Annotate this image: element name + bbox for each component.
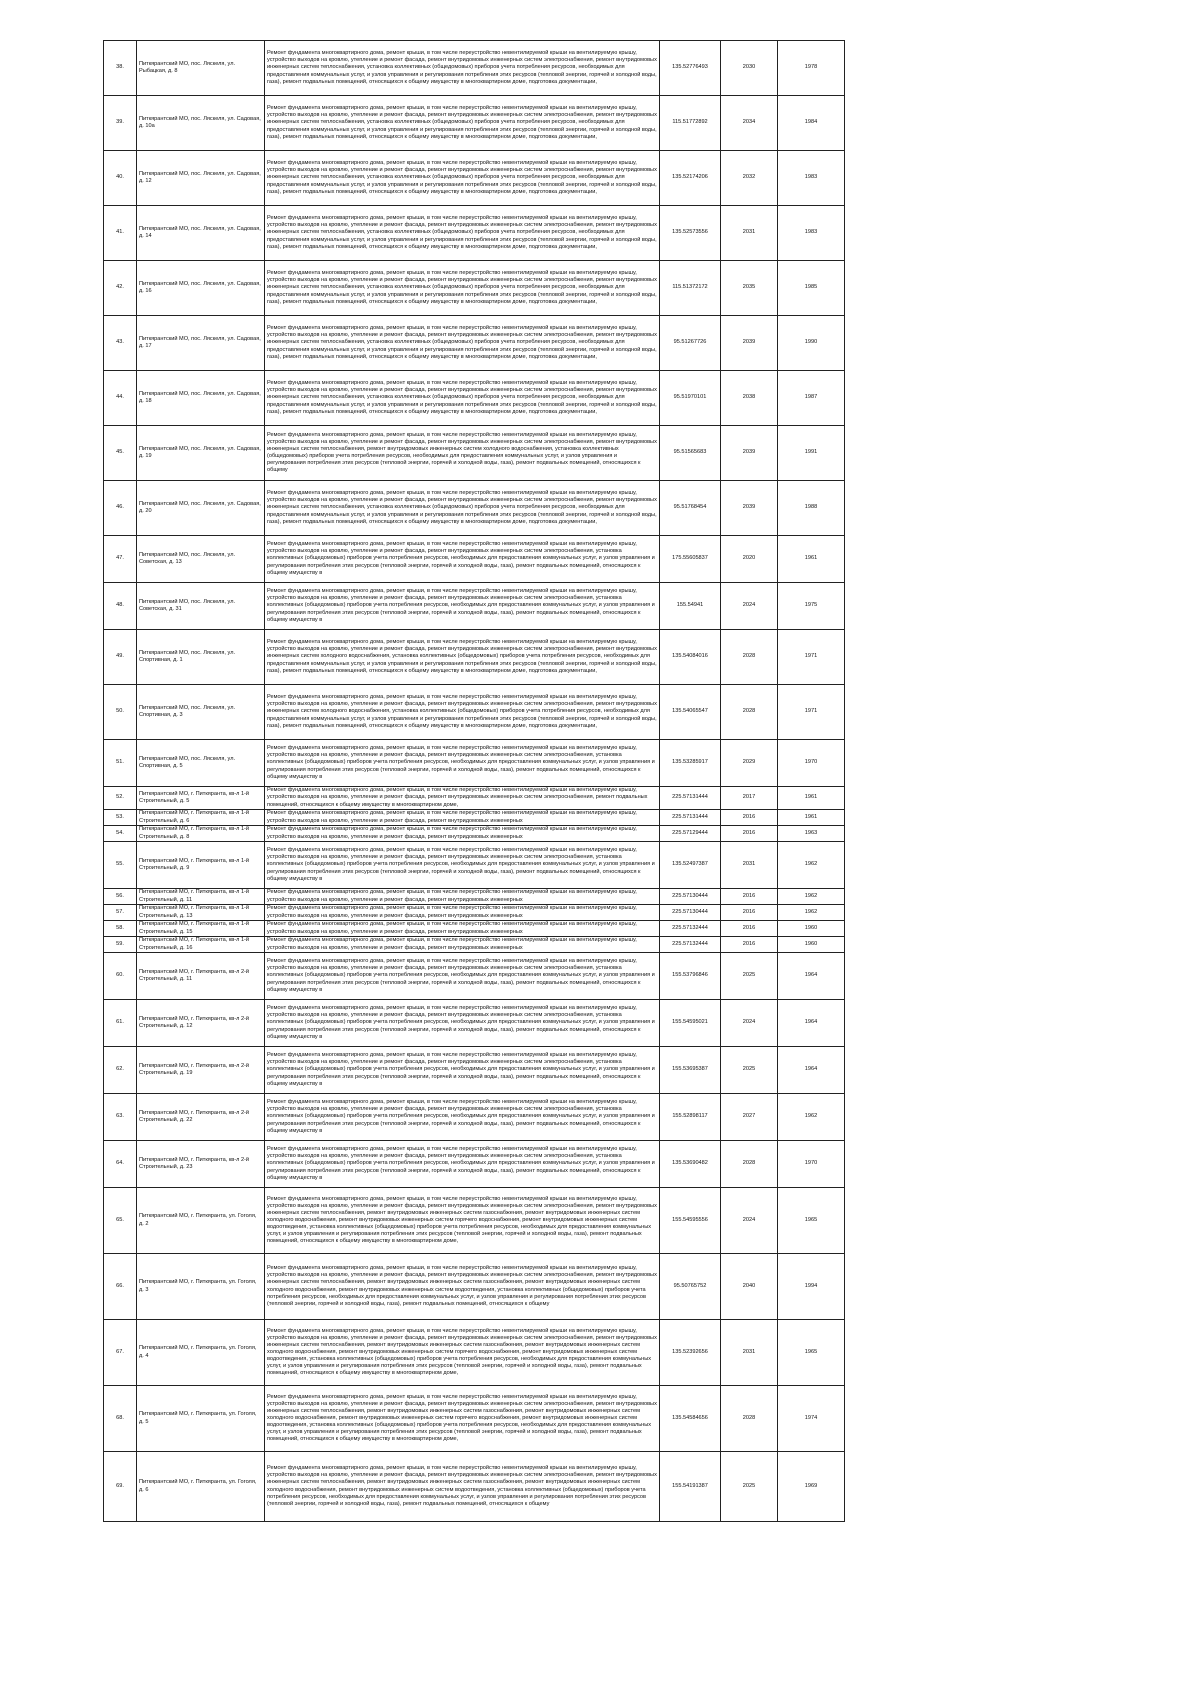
table-row bbox=[104, 1254, 845, 1320]
work-description-text: Ремонт фундамента многоквартирного дома, ремонт крыши, в том числе переустройство невентилируемой крыши на вентилируемую крышу, устройство выходов на кровлю, утепление и ремонт фасада, ремонт внутридомовых инженерных систем электроснабжения, ремонт внутридомовых инженерных систем теплоснабжения, ремонт внутридомовых инженерных систем газоснабжения, ремонт внутридомовых инженерных систем холодного водоснабжения, ремонт внутридомовых инженерных систем водоотведения, установка коллективных (общедомовых) приборов учета потребления ресурсов, необходимых для предоставления коммунальных услуг, и узлов управления и регулирования потребления этих ресурсов (тепловой энергии, горячей и холодной воды, газа), ремонт подвальных помещений, относящихся к общему bbox=[267, 1465, 657, 1507]
table-row bbox=[104, 261, 845, 316]
row-number: 68. bbox=[104, 1386, 137, 1452]
row-build-year: 1961 bbox=[778, 787, 845, 810]
table-row bbox=[104, 151, 845, 206]
row-number: 69. bbox=[104, 1452, 137, 1522]
table-row bbox=[104, 536, 845, 583]
row-address: Питкярантский МО, г. Питкяранта, кв-л 1-й Строительный, д. 6 bbox=[137, 810, 265, 826]
work-description-text: Ремонт фундамента многоквартирного дома, ремонт крыши, в том числе переустройство невентилируемой крыши на вентилируемую крышу, устройство выходов на кровлю, утепление и ремонт фасада, ремонт внутридомовых инженерных bbox=[267, 889, 637, 903]
row-address: Питкярантский МО, г. Питкяранта, кв-л 2-й Строительный, д. 12 bbox=[137, 1000, 265, 1047]
row-number: 57. bbox=[104, 905, 137, 921]
table-row bbox=[104, 921, 845, 937]
row-number: 48. bbox=[104, 583, 137, 630]
register-table-body bbox=[104, 41, 845, 1522]
row-planned-year: 2032 bbox=[721, 151, 778, 206]
row-cost-value: 135.52776493 bbox=[660, 41, 721, 96]
row-build-year: 1965 bbox=[778, 1188, 845, 1254]
row-work-description bbox=[265, 685, 660, 740]
row-address: Питкярантский МО, пос. Ляскеля, ул. Садовая, д. 20 bbox=[137, 481, 265, 536]
row-work-description bbox=[265, 1094, 660, 1141]
work-description-text: Ремонт фундамента многоквартирного дома, ремонт крыши, в том числе переустройство невентилируемой крыши на вентилируемую крышу, устройство выходов на кровлю, утепление и ремонт фасада, ремонт внутридомовых инженерных систем электроснабжения, установка коллективных (общедомовых) приборов учета потребления ресурсов, необходимых для предоставления коммунальных услуг, и узлов управления и регулирования потребления этих ресурсов (тепловой энергии, горячей и холодной воды, газа), ремонт подвальных помещений, относящихся к общему имуществу в bbox=[267, 958, 655, 993]
work-description-text: Ремонт фундамента многоквартирного дома, ремонт крыши, в том числе переустройство невентилируемой крыши на вентилируемую крышу, устройство выходов на кровлю, утепление и ремонт фасада, ремонт внутридомовых инженерных систем электроснабжения, ремонт внутридомовых инженерных систем холодного водоснабжения, установка коллективных (общедомовых) приборов учета потребления ресурсов, необходимых для предоставления коммунальных услуг, и узлов управления и регулирования потребления этих ресурсов (тепловой энергии, горячей и холодной воды, газа), ремонт подвальных помещений, относящихся к общему имуществу в многоквартирном доме, подготовка документации, bbox=[267, 694, 657, 729]
row-planned-year: 2025 bbox=[721, 953, 778, 1000]
row-work-description bbox=[265, 905, 660, 921]
row-build-year: 1962 bbox=[778, 889, 845, 905]
row-work-description bbox=[265, 41, 660, 96]
table-row bbox=[104, 316, 845, 371]
row-work-description bbox=[265, 921, 660, 937]
row-cost-value: 135.52573556 bbox=[660, 206, 721, 261]
row-address: Питкярантский МО, г. Питкяранта, кв-л 1-й Строительный, д. 5 bbox=[137, 787, 265, 810]
row-work-description bbox=[265, 536, 660, 583]
row-address: Питкярантский МО, пос. Ляскеля, ул. Спортивная, д. 3 bbox=[137, 685, 265, 740]
row-planned-year: 2028 bbox=[721, 1386, 778, 1452]
work-description-text: Ремонт фундамента многоквартирного дома, ремонт крыши, в том числе переустройство невентилируемой крыши на вентилируемую крышу, устройство выходов на кровлю, утепление и ремонт фасада, ремонт внутридомовых инженерных систем электроснабжения, установка коллективных (общедомовых) приборов учета потребления ресурсов, необходимых для предоставления коммунальных услуг, и узлов управления и регулирования потребления этих ресурсов (тепловой энергии, горячей и холодной воды, газа), ремонт подвальных помещений, относящихся к общему имуществу в bbox=[267, 1146, 655, 1181]
row-build-year: 1961 bbox=[778, 810, 845, 826]
row-work-description bbox=[265, 206, 660, 261]
row-number: 64. bbox=[104, 1141, 137, 1188]
work-description-text: Ремонт фундамента многоквартирного дома, ремонт крыши, в том числе переустройство невентилируемой крыши на вентилируемую крышу, устройство выходов на кровлю, утепление и ремонт фасада, ремонт внутридомовых инженерных систем электроснабжения, ремонт внутридомовых инженерных систем теплоснабжения, установка коллективных (общедомовых) приборов учета потребления ресурсов, необходимых для предоставления коммунальных услуг, и узлов управления и регулирования потребления этих ресурсов (тепловой энергии, горячей и холодной воды, газа), ремонт подвальных помещений, относящихся к общему имуществу в многоквартирном доме, подготовка документации, bbox=[267, 325, 657, 360]
work-description-text: Ремонт фундамента многоквартирного дома, ремонт крыши, в том числе переустройство невентилируемой крыши на вентилируемую крышу, устройство выходов на кровлю, утепление и ремонт фасада, ремонт внутридомовых инженерных bbox=[267, 826, 637, 840]
table-row bbox=[104, 1094, 845, 1141]
row-build-year: 1990 bbox=[778, 316, 845, 371]
row-work-description bbox=[265, 1188, 660, 1254]
row-cost-value: 95.51565683 bbox=[660, 426, 721, 481]
row-build-year: 1975 bbox=[778, 583, 845, 630]
work-description-text: Ремонт фундамента многоквартирного дома, ремонт крыши, в том числе переустройство невентилируемой крыши на вентилируемую крышу, устройство выходов на кровлю, утепление и ремонт фасада, ремонт внутридомовых инженерных систем электроснабжения, ремонт внутридомовых инженерных систем теплоснабжения, установка коллективных (общедомовых) приборов учета потребления ресурсов, необходимых для предоставления коммунальных услуг, и узлов управления и регулирования потребления этих ресурсов (тепловой энергии, горячей и холодной воды, газа), ремонт подвальных помещений, относящихся к общему имуществу в многоквартирном доме, подготовка документации, bbox=[267, 160, 657, 195]
row-cost-value: 225.57129444 bbox=[660, 826, 721, 842]
row-planned-year: 2039 bbox=[721, 426, 778, 481]
row-work-description bbox=[265, 426, 660, 481]
row-address: Питкярантский МО, г. Питкяранта, кв-л 1-й Строительный, д. 13 bbox=[137, 905, 265, 921]
row-build-year: 1983 bbox=[778, 206, 845, 261]
row-build-year: 1964 bbox=[778, 1047, 845, 1094]
row-planned-year: 2020 bbox=[721, 536, 778, 583]
row-work-description bbox=[265, 1254, 660, 1320]
table-row bbox=[104, 1047, 845, 1094]
work-description-text: Ремонт фундамента многоквартирного дома, ремонт крыши, в том числе переустройство невентилируемой крыши на вентилируемую крышу, устройство выходов на кровлю, утепление и ремонт фасада, ремонт внутридомовых инженерных систем электроснабжения, ремонт внутридомовых инженерных систем теплоснабжения, установка коллективных (общедомовых) приборов учета потребления ресурсов, необходимых для предоставления коммунальных услуг, и узлов управления и регулирования потребления этих ресурсов (тепловой энергии, горячей и холодной воды, газа), ремонт подвальных помещений, относящихся к общему имуществу в многоквартирном доме, подготовка документации, bbox=[267, 50, 657, 85]
row-build-year: 1994 bbox=[778, 1254, 845, 1320]
row-number: 41. bbox=[104, 206, 137, 261]
row-number: 43. bbox=[104, 316, 137, 371]
row-build-year: 1987 bbox=[778, 371, 845, 426]
row-number: 39. bbox=[104, 96, 137, 151]
row-address: Питкярантский МО, г. Питкяранта, ул. Гоголя, д. 4 bbox=[137, 1320, 265, 1386]
work-description-text: Ремонт фундамента многоквартирного дома, ремонт крыши, в том числе переустройство невентилируемой крыши на вентилируемую крышу, устройство выходов на кровлю, утепление и ремонт фасада, ремонт внутридомовых инженерных систем электроснабжения, ремонт подвальных помещений, относящихся к общему имуществу в многоквартирном доме, bbox=[267, 787, 648, 808]
row-number: 55. bbox=[104, 842, 137, 889]
work-description-text: Ремонт фундамента многоквартирного дома, ремонт крыши, в том числе переустройство невентилируемой крыши на вентилируемую крышу, устройство выходов на кровлю, утепление и ремонт фасада, ремонт внутридомовых инженерных систем электроснабжения, установка коллективных (общедомовых) приборов учета потребления ресурсов, необходимых для предоставления коммунальных услуг, и узлов управления и регулирования потребления этих ресурсов (тепловой энергии, горячей и холодной воды, газа), ремонт подвальных помещений, относящихся к общему имуществу в bbox=[267, 588, 655, 623]
row-planned-year: 2016 bbox=[721, 826, 778, 842]
row-cost-value: 95.51768454 bbox=[660, 481, 721, 536]
row-planned-year: 2040 bbox=[721, 1254, 778, 1320]
row-planned-year: 2038 bbox=[721, 371, 778, 426]
table-row bbox=[104, 953, 845, 1000]
row-planned-year: 2030 bbox=[721, 41, 778, 96]
row-address: Питкярантский МО, пос. Ляскеля, ул. Садовая, д. 18 bbox=[137, 371, 265, 426]
row-planned-year: 2025 bbox=[721, 1452, 778, 1522]
row-work-description bbox=[265, 810, 660, 826]
row-cost-value: 135.54065547 bbox=[660, 685, 721, 740]
table-row bbox=[104, 96, 845, 151]
row-number: 42. bbox=[104, 261, 137, 316]
row-planned-year: 2016 bbox=[721, 889, 778, 905]
table-row bbox=[104, 371, 845, 426]
row-planned-year: 2035 bbox=[721, 261, 778, 316]
work-description-text: Ремонт фундамента многоквартирного дома, ремонт крыши, в том числе переустройство невентилируемой крыши на вентилируемую крышу, устройство выходов на кровлю, утепление и ремонт фасада, ремонт внутридомовых инженерных систем электроснабжения, ремонт внутридомовых инженерных систем теплоснабжения, ремонт внутридомовых инженерных систем газоснабжения, ремонт внутридомовых инженерных систем холодного водоснабжения, ремонт внутридомовых инженерных систем горячего водоснабжения, ремонт внутридомовых инженерных систем водоотведения, установка коллективных (общедомовых) приборов учета потребления ресурсов, необходимых для предоставления коммунальных услуг, и узлов управления и регулирования потребления этих ресурсов (тепловой энергии, горячей и холодной воды, газа), ремонт подвальных помещений, относящихся к общему имуществу в многоквартирном доме, bbox=[267, 1327, 657, 1377]
row-cost-value: 155.54595021 bbox=[660, 1000, 721, 1047]
row-build-year: 1962 bbox=[778, 842, 845, 889]
table-row bbox=[104, 810, 845, 826]
row-planned-year: 2016 bbox=[721, 937, 778, 953]
row-build-year: 1985 bbox=[778, 261, 845, 316]
row-planned-year: 2027 bbox=[721, 1094, 778, 1141]
row-cost-value: 135.53285917 bbox=[660, 740, 721, 787]
row-work-description bbox=[265, 787, 660, 810]
work-description-text: Ремонт фундамента многоквартирного дома, ремонт крыши, в том числе переустройство невентилируемой крыши на вентилируемую крышу, устройство выходов на кровлю, утепление и ремонт фасада, ремонт внутридомовых инженерных систем электроснабжения, ремонт внутридомовых инженерных систем теплоснабжения, установка коллективных (общедомовых) приборов учета потребления ресурсов, необходимых для предоставления коммунальных услуг, и узлов управления и регулирования потребления этих ресурсов (тепловой энергии, горячей и холодной воды, газа), ремонт подвальных помещений, относящихся к общему имуществу в многоквартирном доме, подготовка документации, bbox=[267, 105, 657, 140]
work-description-text: Ремонт фундамента многоквартирного дома, ремонт крыши, в том числе переустройство невентилируемой крыши на вентилируемую крышу, устройство выходов на кровлю, утепление и ремонт фасада, ремонт внутридомовых инженерных bbox=[267, 921, 637, 935]
row-address: Питкярантский МО, пос. Ляскеля, ул. Садовая, д. 16 bbox=[137, 261, 265, 316]
row-number: 65. bbox=[104, 1188, 137, 1254]
row-address: Питкярантский МО, г. Питкяранта, кв-л 2-й Строительный, д. 22 bbox=[137, 1094, 265, 1141]
work-description-text: Ремонт фундамента многоквартирного дома, ремонт крыши, в том числе переустройство невентилируемой крыши на вентилируемую крышу, устройство выходов на кровлю, утепление и ремонт фасада, ремонт внутридомовых инженерных систем электроснабжения, ремонт внутридомовых инженерных систем теплоснабжения, ремонт внутридомовых инженерных систем газоснабжения, ремонт внутридомовых инженерных систем холодного водоснабжения, ремонт внутридомовых инженерных систем горячего водоснабжения, ремонт внутридомовых инженерных систем водоотведения, установка коллективных (общедомовых) приборов учета потребления ресурсов, необходимых для предоставления коммунальных услуг, и узлов управления и регулирования потребления этих ресурсов (тепловой энергии, горячей и холодной воды, газа), ремонт подвальных помещений, относящихся к общему имуществу в многоквартирном доме, bbox=[267, 1393, 657, 1443]
row-cost-value: 135.54084016 bbox=[660, 630, 721, 685]
table-row bbox=[104, 1386, 845, 1452]
row-cost-value: 135.52174206 bbox=[660, 151, 721, 206]
table-row bbox=[104, 1141, 845, 1188]
row-work-description bbox=[265, 261, 660, 316]
row-address: Питкярантский МО, пос. Ляскеля, ул. Садовая, д. 14 bbox=[137, 206, 265, 261]
table-row bbox=[104, 826, 845, 842]
row-planned-year: 2017 bbox=[721, 787, 778, 810]
table-row bbox=[104, 842, 845, 889]
row-planned-year: 2028 bbox=[721, 685, 778, 740]
row-address: Питкярантский МО, пос. Ляскеля, ул. Садовая, д. 10а bbox=[137, 96, 265, 151]
row-build-year: 1970 bbox=[778, 1141, 845, 1188]
work-description-text: Ремонт фундамента многоквартирного дома, ремонт крыши, в том числе переустройство невентилируемой крыши на вентилируемую крышу, устройство выходов на кровлю, утепление и ремонт фасада, ремонт внутридомовых инженерных систем электроснабжения, установка коллективных (общедомовых) приборов учета потребления ресурсов, необходимых для предоставления коммунальных услуг, и узлов управления и регулирования потребления этих ресурсов (тепловой энергии, горячей и холодной воды, газа), ремонт подвальных помещений, относящихся к общему имуществу в bbox=[267, 1052, 655, 1087]
work-description-text: Ремонт фундамента многоквартирного дома, ремонт крыши, в том числе переустройство невентилируемой крыши на вентилируемую крышу, устройство выходов на кровлю, утепление и ремонт фасада, ремонт внутридомовых инженерных систем электроснабжения, установка коллективных (общедомовых) приборов учета потребления ресурсов, необходимых для предоставления коммунальных услуг, и узлов управления и регулирования потребления этих ресурсов (тепловой энергии, горячей и холодной воды, газа), ремонт подвальных помещений, относящихся к общему имуществу в bbox=[267, 541, 655, 576]
row-cost-value: 155.53796846 bbox=[660, 953, 721, 1000]
table-row bbox=[104, 481, 845, 536]
row-planned-year: 2024 bbox=[721, 583, 778, 630]
row-work-description bbox=[265, 316, 660, 371]
row-planned-year: 2016 bbox=[721, 921, 778, 937]
table-row bbox=[104, 583, 845, 630]
work-description-text: Ремонт фундамента многоквартирного дома, ремонт крыши, в том числе переустройство невентилируемой крыши на вентилируемую крышу, устройство выходов на кровлю, утепление и ремонт фасада, ремонт внутридомовых инженерных bbox=[267, 905, 637, 919]
row-address: Питкярантский МО, г. Питкяранта, кв-л 2-й Строительный, д. 19 bbox=[137, 1047, 265, 1094]
row-address: Питкярантский МО, г. Питкяранта, ул. Гоголя, д. 3 bbox=[137, 1254, 265, 1320]
row-cost-value: 155.54191387 bbox=[660, 1452, 721, 1522]
row-planned-year: 2031 bbox=[721, 842, 778, 889]
row-number: 44. bbox=[104, 371, 137, 426]
row-address: Питкярантский МО, г. Питкяранта, кв-л 1-й Строительный, д. 9 bbox=[137, 842, 265, 889]
work-description-text: Ремонт фундамента многоквартирного дома, ремонт крыши, в том числе переустройство невентилируемой крыши на вентилируемую крышу, устройство выходов на кровлю, утепление и ремонт фасада, ремонт внутридомовых инженерных систем электроснабжения, ремонт внутридомовых инженерных систем теплоснабжения, установка коллективных (общедомовых) приборов учета потребления ресурсов, необходимых для предоставления коммунальных услуг, и узлов управления и регулирования потребления этих ресурсов (тепловой энергии, горячей и холодной воды, газа), ремонт подвальных помещений, относящихся к общему имуществу в многоквартирном доме, подготовка документации, bbox=[267, 380, 657, 415]
row-work-description bbox=[265, 953, 660, 1000]
row-address: Питкярантский МО, пос. Ляскеля, ул. Спортивная, д. 1 bbox=[137, 630, 265, 685]
row-cost-value: 95.51970101 bbox=[660, 371, 721, 426]
row-work-description bbox=[265, 96, 660, 151]
row-work-description bbox=[265, 630, 660, 685]
row-cost-value: 225.57131444 bbox=[660, 810, 721, 826]
table-row bbox=[104, 905, 845, 921]
row-cost-value: 95.50765752 bbox=[660, 1254, 721, 1320]
row-number: 67. bbox=[104, 1320, 137, 1386]
table-row bbox=[104, 1000, 845, 1047]
row-number: 40. bbox=[104, 151, 137, 206]
row-cost-value: 135.54584656 bbox=[660, 1386, 721, 1452]
row-build-year: 1974 bbox=[778, 1386, 845, 1452]
row-work-description bbox=[265, 1141, 660, 1188]
row-address: Питкярантский МО, пос. Ляскеля, ул. Садовая, д. 17 bbox=[137, 316, 265, 371]
row-address: Питкярантский МО, г. Питкяранта, ул. Гоголя, д. 2 bbox=[137, 1188, 265, 1254]
row-work-description bbox=[265, 842, 660, 889]
row-cost-value: 155.54941 bbox=[660, 583, 721, 630]
row-number: 49. bbox=[104, 630, 137, 685]
row-address: Питкярантский МО, пос. Ляскеля, ул. Садовая, д. 19 bbox=[137, 426, 265, 481]
row-number: 60. bbox=[104, 953, 137, 1000]
row-cost-value: 225.57130444 bbox=[660, 905, 721, 921]
work-description-text: Ремонт фундамента многоквартирного дома, ремонт крыши, в том числе переустройство невентилируемой крыши на вентилируемую крышу, устройство выходов на кровлю, утепление и ремонт фасада, ремонт внутридомовых инженерных систем электроснабжения, ремонт внутридомовых инженерных систем теплоснабжения, ремонт внутридомовых инженерных систем газоснабжения, ремонт внутридомовых инженерных систем холодного водоснабжения, ремонт внутридомовых инженерных систем водоотведения, установка коллективных (общедомовых) приборов учета потребления ресурсов, необходимых для предоставления коммунальных услуг, и узлов управления и регулирования потребления этих ресурсов (тепловой энергии, горячей и холодной воды, газа), ремонт подвальных помещений, относящихся к общему bbox=[267, 1265, 657, 1307]
row-work-description bbox=[265, 1386, 660, 1452]
row-address: Питкярантский МО, г. Питкяранта, ул. Гоголя, д. 6 bbox=[137, 1452, 265, 1522]
register-sheet bbox=[103, 40, 818, 1522]
row-planned-year: 2039 bbox=[721, 481, 778, 536]
work-description-text: Ремонт фундамента многоквартирного дома, ремонт крыши, в том числе переустройство невентилируемой крыши на вентилируемую крышу, устройство выходов на кровлю, утепление и ремонт фасада, ремонт внутридомовых инженерных систем электроснабжения, ремонт внутридомовых инженерных систем теплоснабжения, установка коллективных (общедомовых) приборов учета потребления ресурсов, необходимых для предоставления коммунальных услуг, и узлов управления и регулирования потребления этих ресурсов (тепловой энергии, горячей и холодной воды, газа), ремонт подвальных помещений, относящихся к общему имуществу в многоквартирном доме, подготовка документации, bbox=[267, 215, 657, 250]
row-work-description bbox=[265, 151, 660, 206]
row-planned-year: 2016 bbox=[721, 810, 778, 826]
row-cost-value: 135.53690482 bbox=[660, 1141, 721, 1188]
row-build-year: 1965 bbox=[778, 1320, 845, 1386]
row-planned-year: 2024 bbox=[721, 1188, 778, 1254]
row-cost-value: 155.53695387 bbox=[660, 1047, 721, 1094]
row-number: 50. bbox=[104, 685, 137, 740]
work-description-text: Ремонт фундамента многоквартирного дома, ремонт крыши, в том числе переустройство невентилируемой крыши на вентилируемую крышу, устройство выходов на кровлю, утепление и ремонт фасада, ремонт внутридомовых инженерных систем электроснабжения, ремонт внутридомовых инженерных систем теплоснабжения, ремонт внутридомовых инженерных систем газоснабжения, ремонт внутридомовых инженерных систем холодного водоснабжения, ремонт внутридомовых инженерных систем горячего водоснабжения, ремонт внутридомовых инженерных систем водоотведения, установка коллективных (общедомовых) приборов учета потребления ресурсов, необходимых для предоставления коммунальных услуг, и узлов управления и регулирования потребления этих ресурсов (тепловой энергии, горячей и холодной воды, газа), ремонт подвальных помещений, относящихся к общему имуществу в многоквартирном доме, bbox=[267, 1195, 657, 1245]
row-build-year: 1964 bbox=[778, 1000, 845, 1047]
table-row bbox=[104, 1188, 845, 1254]
row-address: Питкярантский МО, г. Питкяранта, кв-л 2-й Строительный, д. 11 bbox=[137, 953, 265, 1000]
work-description-text: Ремонт фундамента многоквартирного дома, ремонт крыши, в том числе переустройство невентилируемой крыши на вентилируемую крышу, устройство выходов на кровлю, утепление и ремонт фасада, ремонт внутридомовых инженерных систем электроснабжения, установка коллективных (общедомовых) приборов учета потребления ресурсов, необходимых для предоставления коммунальных услуг, и узлов управления и регулирования потребления этих ресурсов (тепловой энергии, горячей и холодной воды, газа), ремонт подвальных помещений, относящихся к общему имуществу в bbox=[267, 1099, 655, 1134]
row-build-year: 1962 bbox=[778, 905, 845, 921]
row-planned-year: 2031 bbox=[721, 206, 778, 261]
row-build-year: 1969 bbox=[778, 1452, 845, 1522]
row-number: 46. bbox=[104, 481, 137, 536]
row-address: Питкярантский МО, пос. Ляскеля, ул. Садовая, д. 12 bbox=[137, 151, 265, 206]
row-address: Питкярантский МО, пос. Ляскеля, ул. Рыбацкая, д. 8 bbox=[137, 41, 265, 96]
row-planned-year: 2024 bbox=[721, 1000, 778, 1047]
row-number: 62. bbox=[104, 1047, 137, 1094]
row-build-year: 1991 bbox=[778, 426, 845, 481]
row-work-description bbox=[265, 1452, 660, 1522]
row-build-year: 1964 bbox=[778, 953, 845, 1000]
table-row bbox=[104, 1320, 845, 1386]
table-row bbox=[104, 889, 845, 905]
table-row bbox=[104, 206, 845, 261]
work-description-text: Ремонт фундамента многоквартирного дома, ремонт крыши, в том числе переустройство невентилируемой крыши на вентилируемую крышу, устройство выходов на кровлю, утепление и ремонт фасада, ремонт внутридомовых инженерных систем электроснабжения, установка коллективных (общедомовых) приборов учета потребления ресурсов, необходимых для предоставления коммунальных услуг, и узлов управления и регулирования потребления этих ресурсов (тепловой энергии, горячей и холодной воды, газа), ремонт подвальных помещений, относящихся к общему имуществу в bbox=[267, 1005, 655, 1040]
row-planned-year: 2031 bbox=[721, 1320, 778, 1386]
table-row bbox=[104, 41, 845, 96]
row-planned-year: 2016 bbox=[721, 905, 778, 921]
row-build-year: 1971 bbox=[778, 685, 845, 740]
row-address: Питкярантский МО, пос. Ляскеля, ул. Спортивная, д. 5 bbox=[137, 740, 265, 787]
row-build-year: 1960 bbox=[778, 921, 845, 937]
row-planned-year: 2029 bbox=[721, 740, 778, 787]
row-work-description bbox=[265, 481, 660, 536]
row-number: 63. bbox=[104, 1094, 137, 1141]
row-number: 47. bbox=[104, 536, 137, 583]
work-description-text: Ремонт фундамента многоквартирного дома, ремонт крыши, в том числе переустройство невентилируемой крыши на вентилируемую крышу, устройство выходов на кровлю, утепление и ремонт фасада, ремонт внутридомовых инженерных bbox=[267, 937, 637, 951]
row-cost-value: 115.51372172 bbox=[660, 261, 721, 316]
row-cost-value: 175.55605837 bbox=[660, 536, 721, 583]
row-build-year: 1988 bbox=[778, 481, 845, 536]
row-build-year: 1971 bbox=[778, 630, 845, 685]
row-work-description bbox=[265, 889, 660, 905]
row-work-description bbox=[265, 740, 660, 787]
row-cost-value: 135.52497387 bbox=[660, 842, 721, 889]
row-build-year: 1960 bbox=[778, 937, 845, 953]
row-cost-value: 155.52898117 bbox=[660, 1094, 721, 1141]
row-build-year: 1984 bbox=[778, 96, 845, 151]
work-description-text: Ремонт фундамента многоквартирного дома, ремонт крыши, в том числе переустройство невентилируемой крыши на вентилируемую крышу, устройство выходов на кровлю, утепление и ремонт фасада, ремонт внутридомовых инженерных систем электроснабжения, ремонт внутридомовых инженерных систем теплоснабжения, установка коллективных (общедомовых) приборов учета потребления ресурсов, необходимых для предоставления коммунальных услуг, и узлов управления и регулирования потребления этих ресурсов (тепловой энергии, горячей и холодной воды, газа), ремонт подвальных помещений, относящихся к общему имуществу в многоквартирном доме, подготовка документации, bbox=[267, 270, 657, 305]
table-row bbox=[104, 1452, 845, 1522]
row-build-year: 1983 bbox=[778, 151, 845, 206]
row-address: Питкярантский МО, пос. Ляскеля, ул. Советская, д. 13 bbox=[137, 536, 265, 583]
row-number: 53. bbox=[104, 810, 137, 826]
row-number: 56. bbox=[104, 889, 137, 905]
row-number: 54. bbox=[104, 826, 137, 842]
row-address: Питкярантский МО, г. Питкяранта, кв-л 2-й Строительный, д. 23 bbox=[137, 1141, 265, 1188]
work-description-text: Ремонт фундамента многоквартирного дома, ремонт крыши, в том числе переустройство невентилируемой крыши на вентилируемую крышу, устройство выходов на кровлю, утепление и ремонт фасада, ремонт внутридомовых инженерных систем электроснабжения, ремонт внутридомовых инженерных систем холодного водоснабжения, установка коллективных (общедомовых) приборов учета потребления ресурсов, необходимых для предоставления коммунальных услуг, и узлов управления и регулирования потребления этих ресурсов (тепловой энергии, горячей и холодной воды, газа), ремонт подвальных помещений, относящихся к общему имуществу в многоквартирном доме, подготовка документации, bbox=[267, 639, 657, 674]
repair-register-table bbox=[103, 40, 845, 1522]
row-work-description bbox=[265, 826, 660, 842]
row-address: Питкярантский МО, г. Питкяранта, кв-л 1-й Строительный, д. 15 bbox=[137, 921, 265, 937]
row-cost-value: 225.57131444 bbox=[660, 787, 721, 810]
row-number: 66. bbox=[104, 1254, 137, 1320]
row-build-year: 1970 bbox=[778, 740, 845, 787]
row-planned-year: 2039 bbox=[721, 316, 778, 371]
row-planned-year: 2034 bbox=[721, 96, 778, 151]
row-number: 58. bbox=[104, 921, 137, 937]
row-cost-value: 225.57132444 bbox=[660, 921, 721, 937]
row-address: Питкярантский МО, пос. Ляскеля, ул. Советская, д. 31 bbox=[137, 583, 265, 630]
row-number: 45. bbox=[104, 426, 137, 481]
row-address: Питкярантский МО, г. Питкяранта, кв-л 1-й Строительный, д. 16 bbox=[137, 937, 265, 953]
row-cost-value: 225.57132444 bbox=[660, 937, 721, 953]
row-number: 52. bbox=[104, 787, 137, 810]
row-address: Питкярантский МО, г. Питкяранта, кв-л 1-й Строительный, д. 11 bbox=[137, 889, 265, 905]
row-build-year: 1978 bbox=[778, 41, 845, 96]
table-row bbox=[104, 685, 845, 740]
row-number: 51. bbox=[104, 740, 137, 787]
row-build-year: 1961 bbox=[778, 536, 845, 583]
row-build-year: 1962 bbox=[778, 1094, 845, 1141]
row-work-description bbox=[265, 1047, 660, 1094]
row-planned-year: 2025 bbox=[721, 1047, 778, 1094]
row-address: Питкярантский МО, г. Питкяранта, кв-л 1-й Строительный, д. 8 bbox=[137, 826, 265, 842]
work-description-text: Ремонт фундамента многоквартирного дома, ремонт крыши, в том числе переустройство невентилируемой крыши на вентилируемую крышу, устройство выходов на кровлю, утепление и ремонт фасада, ремонт внутридомовых инженерных систем электроснабжения, ремонт внутридомовых инженерных систем теплоснабжения, установка коллективных (общедомовых) приборов учета потребления ресурсов, необходимых для предоставления коммунальных услуг, и узлов управления и регулирования потребления этих ресурсов (тепловой энергии, горячей и холодной воды, газа), ремонт подвальных помещений, относящихся к общему имуществу в многоквартирном доме, подготовка документации, bbox=[267, 490, 657, 525]
work-description-text: Ремонт фундамента многоквартирного дома, ремонт крыши, в том числе переустройство невентилируемой крыши на вентилируемую крышу, устройство выходов на кровлю, утепление и ремонт фасада, ремонт внутридомовых инженерных систем электроснабжения, установка коллективных (общедомовых) приборов учета потребления ресурсов, необходимых для предоставления коммунальных услуг, и узлов управления и регулирования потребления этих ресурсов (тепловой энергии, горячей и холодной воды, газа), ремонт подвальных помещений, относящихся к общему имуществу в bbox=[267, 847, 655, 882]
row-planned-year: 2028 bbox=[721, 1141, 778, 1188]
row-work-description bbox=[265, 371, 660, 426]
row-work-description bbox=[265, 583, 660, 630]
row-build-year: 1963 bbox=[778, 826, 845, 842]
row-cost-value: 155.54595556 bbox=[660, 1188, 721, 1254]
row-cost-value: 95.51267726 bbox=[660, 316, 721, 371]
table-row bbox=[104, 426, 845, 481]
row-work-description bbox=[265, 1320, 660, 1386]
work-description-text: Ремонт фундамента многоквартирного дома, ремонт крыши, в том числе переустройство невентилируемой крыши на вентилируемую крышу, устройство выходов на кровлю, утепление и ремонт фасада, ремонт внутридомовых инженерных систем электроснабжения, установка коллективных (общедомовых) приборов учета потребления ресурсов, необходимых для предоставления коммунальных услуг, и узлов управления и регулирования потребления этих ресурсов (тепловой энергии, горячей и холодной воды, газа), ремонт подвальных помещений, относящихся к общему имуществу в bbox=[267, 745, 655, 780]
row-planned-year: 2028 bbox=[721, 630, 778, 685]
row-address: Питкярантский МО, г. Питкяранта, ул. Гоголя, д. 5 bbox=[137, 1386, 265, 1452]
row-work-description bbox=[265, 1000, 660, 1047]
row-work-description bbox=[265, 937, 660, 953]
work-description-text: Ремонт фундамента многоквартирного дома, ремонт крыши, в том числе переустройство невентилируемой крыши на вентилируемую крышу, устройство выходов на кровлю, утепление и ремонт фасада, ремонт внутридомовых инженерных bbox=[267, 810, 637, 824]
table-row bbox=[104, 740, 845, 787]
row-cost-value: 115.51772892 bbox=[660, 96, 721, 151]
row-cost-value: 135.52392656 bbox=[660, 1320, 721, 1386]
table-row bbox=[104, 787, 845, 810]
table-row bbox=[104, 630, 845, 685]
table-row bbox=[104, 937, 845, 953]
row-number: 59. bbox=[104, 937, 137, 953]
work-description-text: Ремонт фундамента многоквартирного дома, ремонт крыши, в том числе переустройство невентилируемой крыши на вентилируемую крышу, устройство выходов на кровлю, утепление и ремонт фасада, ремонт внутридомовых инженерных систем электроснабжения, ремонт внутридомовых инженерных систем теплоснабжения, ремонт внутридомовых инженерных систем холодного водоснабжения, установка коллективных (общедомовых) приборов учета потребления ресурсов, необходимых для предоставления коммунальных услуг, и узлов управления и регулирования потребления этих ресурсов (тепловой энергии, горячей и холодной воды, газа), ремонт подвальных помещений, относящихся к общему bbox=[267, 431, 657, 474]
row-number: 38. bbox=[104, 41, 137, 96]
row-cost-value: 225.57130444 bbox=[660, 889, 721, 905]
row-number: 61. bbox=[104, 1000, 137, 1047]
